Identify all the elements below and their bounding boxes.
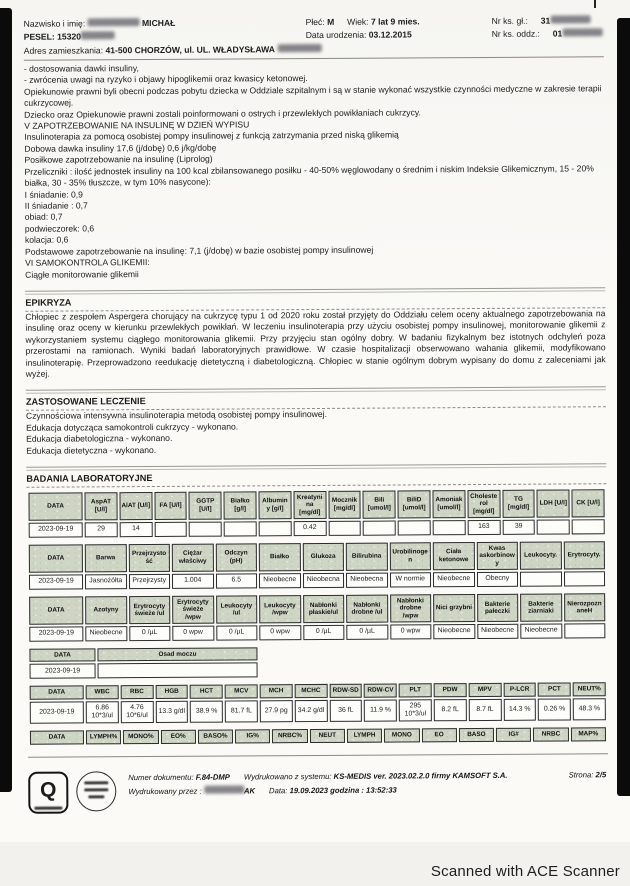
lab-column-header: Leukocyty /ul (216, 595, 258, 623)
lab-column-header: HCT (190, 685, 223, 699)
treatment-line: Edukacja dotycząca samokontroli cukrzycy - wykonano. (26, 421, 239, 433)
lab-column-header: GGTP [U/l] (189, 491, 222, 519)
lab-cell (98, 663, 258, 679)
lab-column-header: Barwa (85, 544, 127, 572)
lab-table-urine-sediment (27, 645, 259, 681)
lab-column-header: BiliD [umol/l] (398, 490, 431, 518)
address-value: 41-500 CHORZÓW, ul. UL. WŁADYSŁAWA (105, 43, 275, 55)
lab-column-header: Osad moczu (97, 647, 257, 661)
lab-cell: 29 (85, 522, 118, 537)
lab-cell: 48.3 % (573, 698, 606, 721)
section-v-subtitle: Insulinoterapia za pomocą osobistej pompy insulinowej z funkcją zatrzymania przed niską glikemią (24, 129, 399, 143)
lab-column-header: Kreatynina [mg/dl] (293, 491, 326, 519)
lab-column-header: FA [U/l] (154, 492, 187, 520)
ward-label: Nr ks. oddz.: (491, 28, 540, 40)
lab-column-header: NRBC (533, 728, 568, 742)
insulin-ratios: Przeliczniki : ilość jednostek insuliny na 100 kcal zbilansowanego posiłku - 40-50% węglowodany o średnim i niskim Indeksie Glikemicznym, 15 - 20% białka, 30 - 35% tłuszcze, w tym 10% nasycone): (24, 163, 594, 188)
name-label: Nazwisko i imię: (23, 18, 86, 29)
lab-cell (189, 521, 222, 536)
lab-column-header: MCV (225, 685, 258, 699)
pesel-prefix: 15320 (57, 31, 82, 42)
lab-data-row (29, 519, 605, 537)
lab-cell: Nieobecne (433, 572, 475, 587)
lab-cell: 8.7 fL (469, 698, 502, 721)
lab-column-header: Kwas askorbinowy (476, 542, 518, 570)
lab-cell: 6.86 10*3/ul (86, 701, 119, 724)
lab-cell (224, 521, 257, 536)
lab-data-row (29, 571, 605, 589)
lab-cell (564, 623, 606, 638)
lab-cell: 14.3 % (503, 698, 536, 721)
lab-column-header: P-LCR (503, 683, 536, 697)
lab-cell: Nieobecne (520, 623, 562, 638)
lab-header-row (28, 489, 604, 521)
lab-cell: 38.9 % (190, 700, 223, 723)
lab-column-header: RBC (120, 685, 153, 699)
lab-cell: 295 10*3/ul (399, 699, 432, 722)
lab-column-header: CK [U/l] (572, 489, 605, 517)
lab-cell: 2023-09-19 (29, 626, 83, 641)
scan-edge-left (0, 8, 12, 792)
document-content (24, 14, 609, 813)
redacted-address (277, 44, 321, 52)
lab-column-header: Leukocyty /wpw (259, 595, 301, 623)
lab-column-header: Urobilinogen (389, 542, 431, 570)
lab-column-header: RDW-SD (329, 684, 362, 698)
sex-value: M (327, 16, 335, 27)
lab-column-header: DATA (29, 544, 83, 572)
redacted-surname (88, 18, 140, 26)
lab-cell (572, 519, 605, 534)
leczenie-title: ZASTOSOWANE LECZENIE (26, 393, 606, 411)
meal-ratio: II śniadanie : 0,7 (24, 200, 88, 211)
book-label: Nr ks. gł.: (491, 15, 528, 26)
lab-column-header: IG% (235, 730, 270, 744)
address-label: Adres zamieszkania: (23, 44, 104, 56)
lab-cell: 1.004 (172, 574, 214, 589)
sex-label: Płeć: (305, 16, 325, 28)
lab-column-header: Białko [g/l] (224, 491, 257, 519)
lab-column-header: Nici grzybni (433, 594, 475, 622)
lab-column-header: Nabłonki drobne /ul (346, 594, 388, 622)
lab-cell: 0 /µL (216, 625, 258, 640)
patient-header-row3 (24, 41, 604, 58)
lab-column-header: Erytrocyty. (563, 541, 605, 569)
lab-cell: 2023-09-19 (29, 574, 83, 589)
lab-column-header: MAP% (571, 728, 606, 742)
lab-cell: 0.42 (293, 521, 326, 536)
intro-line: Dziecko oraz Opiekunowie prawni zostali poinformowani o ostrych i przewlekłych powikłaniach cukrzycy. (24, 106, 421, 120)
lab-column-header: Przejrzystość (128, 544, 170, 572)
treatment-line: Czynnościowa intensywna insulinoterapia metodą osobistej pompy insulinowej. (25, 409, 327, 422)
meal-insulin-title: Posiłkowe zapotrzebowanie na insulinę (Liprolog) (24, 153, 213, 166)
lab-cell: Przejrzysty (128, 574, 170, 589)
labs-title: BADANIA LABORATORYJNE (26, 469, 606, 487)
footer-row2 (128, 782, 608, 799)
redacted-printer-name (204, 785, 244, 793)
lab-column-header: DATA (29, 596, 83, 624)
lab-cell: 27.9 pg (260, 700, 293, 723)
lab-cell: Nieobecne (259, 573, 301, 588)
lab-column-header: Nabłonki płaskie/ul (303, 595, 345, 623)
lab-table-cbc-differential (28, 726, 608, 747)
lab-column-header: EO (421, 729, 456, 743)
lab-data-row (29, 623, 605, 641)
lab-cell: 4.76 10*6/ul (121, 700, 154, 723)
name-value: MICHAŁ (141, 17, 176, 29)
quality-certificate-stamp-icon: Q (28, 771, 68, 813)
lab-cell: Nieobecne (433, 624, 475, 639)
lab-column-header: Albuminy [g/l] (258, 491, 291, 519)
lab-column-header: Bakterie pałeczki (477, 594, 519, 622)
lab-cell (520, 571, 562, 586)
lab-header-row (30, 682, 606, 699)
lab-column-header: Glukoza (302, 543, 344, 571)
book-prefix: 31 (540, 15, 551, 26)
lab-cell: 2023-09-19 (29, 522, 83, 537)
lab-column-header: Amoniak [umol/l] (432, 490, 465, 518)
lab-cell: 39 (502, 520, 535, 535)
lab-column-header: Bakterie ziarniaki (520, 593, 562, 621)
treatment-line: Edukacja diabetologiczna - wykonano. (26, 432, 173, 444)
lab-cell: 0 /µL (346, 624, 388, 639)
ward-number (492, 28, 604, 42)
age-value: 7 lat 9 mies. (370, 16, 420, 27)
document-footer (28, 768, 608, 814)
lab-column-header: LYMPH% (86, 731, 121, 745)
lab-header-row (30, 728, 606, 745)
lab-cell: 8.2 fL (434, 699, 467, 722)
lab-header-row (29, 541, 605, 573)
lab-cell: 11.9 % (364, 699, 397, 722)
lab-cell: 2023-09-19 (30, 701, 84, 724)
patient-address (24, 43, 322, 58)
age-label: Wiek: (347, 16, 369, 27)
lab-column-header: AlAT [U/l] (119, 492, 152, 520)
section-vi-title: VI SAMOKONTROLA GLIKEMII: (25, 257, 150, 268)
meal-ratio: obiad: 0,7 (24, 211, 63, 223)
lab-column-header: DATA (30, 686, 84, 700)
scan-artifact-mark (594, 0, 596, 8)
meal-ratio: I śniadanie: 0,9 (24, 188, 83, 200)
lab-column-header: RDW-CV (364, 684, 397, 698)
lab-cell: 0 wpw (390, 624, 432, 639)
redacted-pesel (81, 32, 115, 40)
lab-column-header: MCH (260, 684, 293, 698)
lab-column-header: NEUT (310, 729, 345, 743)
lab-column-header: PLT (399, 683, 432, 697)
round-seal-stamp-icon (76, 771, 116, 811)
lab-cell (154, 522, 187, 537)
lab-column-header: HGB (155, 685, 188, 699)
lab-cell: Nieobecna (302, 573, 344, 588)
lab-column-header: Ciężar właściwy (172, 543, 214, 571)
lab-cell: 36 fL (329, 699, 362, 722)
lab-column-header: LDH [U/l] (537, 489, 570, 517)
lab-column-header: Bilirubina (346, 542, 388, 570)
epikryza-body: Chłopiec z zespołem Aspergera chorujący na cukrzycę typu 1 od 2020 roku został przyjęty do Oddziału celem oceny aktualnego zapotrzebowania na insulinę oraz oceny w kierunku przewlekłych powikłań. W leczeniu insulinoterapia przy użyciu osobistej pompy insulinowej, monitorowanie glikemii z wykorzystaniem systemu ciągłego monitorowania glikemii. Przy przyjęciu stan ogólny dobry. W badaniu fizykalnym bez istotnych odchyleń poza przerostami na ramionach. Wyniki badań laboratoryjnych prawidłowe. W czasie hospitalizacji obserwowano wahania glikemii, modyfikowano insulinoterapię. Przeprowadzono reedukację dietetyczną i diabetologiczną. Chłopiec w stanie ogólnym dobrym wypisany do domu z zaleceniami jak wyżej. (25, 308, 606, 379)
lab-column-header: NierozpoznaneH (564, 593, 606, 621)
lab-cell: Nieobecna (346, 572, 388, 587)
lab-column-header: Azotyny (85, 596, 127, 624)
section-v-title: V ZAPOTRZEBOWANIE NA INSULINĘ W DZIEŃ WYPISU (24, 119, 250, 131)
lab-column-header: AspAT [U/l] (84, 492, 117, 520)
lab-column-header: Nabłonki drobne /wpw (390, 594, 432, 622)
lab-cell: 34.2 g/dl (295, 699, 328, 722)
lab-column-header: PDW (434, 683, 467, 697)
lab-column-header: NEUT% (573, 682, 606, 696)
lab-cell: 0 /µL (129, 626, 171, 641)
lab-column-header: MONO (384, 729, 419, 743)
scanner-watermark: Scanned with ACE Scanner (430, 863, 620, 880)
lab-column-header: Odczyn (pH) (215, 543, 257, 571)
redacted-ward-number (562, 29, 602, 37)
lab-header-row (29, 593, 605, 625)
lab-cell (363, 520, 396, 535)
lab-cell: 13.3 g/dl (155, 700, 188, 723)
footer-text (128, 768, 608, 799)
lab-cell: 6.5 (215, 573, 257, 588)
lab-table-urinalysis (27, 539, 607, 592)
printed-from-system: Wydrukowano z systemu: KS-MEDIS ver. 2023.02.2.0 firmy KAMSOFT S.A. (243, 770, 508, 782)
lab-cell: 163 (467, 520, 500, 535)
lab-column-header: Mocznik [mg/dl] (328, 491, 361, 519)
lab-cell (259, 521, 292, 536)
scan-edge-right (617, 18, 630, 796)
ward-prefix: 01 (552, 28, 563, 39)
daily-insulin-dose: Dobowa dawka insuliny 17,6 (j/dobę) 0,6 j/kg/dobę (24, 142, 217, 154)
redacted-book-number (550, 15, 590, 23)
lab-column-header: Białko (259, 543, 301, 571)
patient-dob (306, 28, 492, 42)
dob-value: 03.12.2015 (368, 29, 412, 40)
printed-by: Wydrukowany przez : AK (128, 785, 256, 796)
section-vi-line: Ciągłe monitorowanie glikemii (25, 268, 139, 280)
lab-column-header: IG# (496, 728, 531, 742)
lab-cell: 0 wpw (172, 626, 214, 641)
lab-column-header: PCT (538, 683, 571, 697)
lab-cell (563, 571, 605, 586)
footer-divider (28, 753, 608, 758)
lab-column-header: Erytrocyty świeże /wpw (172, 595, 214, 623)
lab-cell (398, 520, 431, 535)
intro-line: - zwrócenia uwagi na ryzyko i objawy hipoglikemii oraz kwasicy ketonowej. (23, 73, 308, 86)
lab-column-header: MPV (468, 683, 501, 697)
patient-sex-age (306, 15, 492, 29)
lab-column-header: DATA (30, 731, 84, 745)
lab-cell: 2023-09-19 (30, 664, 96, 679)
lab-data-row (30, 698, 606, 724)
lab-column-header: Erytrocyty świeże /ul (129, 596, 171, 624)
meal-ratio: kolacja: 0,6 (24, 234, 69, 246)
lab-column-header: BASO (459, 728, 494, 742)
lab-data-row (30, 663, 258, 679)
intro-line: - dostosowania dawki insuliny, (23, 63, 139, 74)
lab-column-header: BASO% (198, 730, 233, 744)
lab-column-header: MCHC (294, 684, 327, 698)
lab-cell: 0 wpw (259, 625, 301, 640)
lab-cell: Jasnożółta (85, 574, 127, 589)
lab-table-biochemistry (26, 487, 606, 540)
pesel-label: PESEL: (23, 31, 55, 43)
basal-insulin: Podstawowe zapotrzebowanie na insulinę: 7,1 (j/dobę) w bazie osobistej pompy insulinowej (24, 244, 374, 257)
lab-column-header: Ciała ketonowe (433, 542, 475, 570)
meal-ratio: podwieczorek: 0,6 (24, 223, 95, 234)
epikryza-title: EPIKRYZA (25, 293, 605, 311)
lab-header-row (29, 647, 257, 662)
lab-column-header: Bili [umol/l] (363, 490, 396, 518)
treatment-line: Edukacja dietetyczna - wykonano. (26, 444, 157, 456)
lab-table-urine-microscopy (27, 591, 607, 644)
lab-cell: Nieobecne (85, 626, 127, 641)
page-number: Strona: 2/5 (568, 769, 607, 780)
lab-column-header: TG [mg/dl] (502, 489, 535, 517)
lab-column-header: WBC (86, 685, 119, 699)
lab-cell: 0 /µL (303, 625, 345, 640)
lab-table-cbc (28, 680, 608, 726)
book-number (492, 14, 604, 28)
dob-label: Data urodzenia: (305, 29, 367, 41)
lab-column-header: Leukocyty. (520, 541, 562, 569)
lab-cell: 0.26 % (538, 698, 571, 721)
lab-cell: Nieobecne (477, 624, 519, 639)
lab-column-header: DATA (28, 492, 82, 520)
lab-column-header: MONO% (123, 730, 158, 744)
lab-cell: 81.7 fL (225, 700, 258, 723)
lab-cell: 14 (119, 522, 152, 537)
lab-cell (328, 521, 361, 536)
intro-line: Opiekunowie prawni byli obecni podczas pobytu dziecka w Oddziale szpitalnym i są w stanie wykonać wszystkie czynności medyczne w zakresie terapii cukrzycowej. (23, 83, 602, 108)
lab-cell (433, 520, 466, 535)
print-date: Data: 19.09.2023 godzina : 13:52:33 (269, 785, 397, 795)
lab-column-header: Cholesterol [mg/dl] (467, 490, 500, 518)
lab-cell (537, 519, 570, 534)
lab-cell: Obecny (476, 572, 518, 587)
lab-column-header: LYMPH (347, 729, 382, 743)
lab-column-header: NRBC% (272, 729, 307, 743)
lab-column-header: DATA (29, 648, 95, 662)
doc-number: Numer dokumentu: F.84-DMP (128, 772, 230, 782)
lab-column-header: EO% (160, 730, 195, 744)
lab-cell: W normie (389, 572, 431, 587)
